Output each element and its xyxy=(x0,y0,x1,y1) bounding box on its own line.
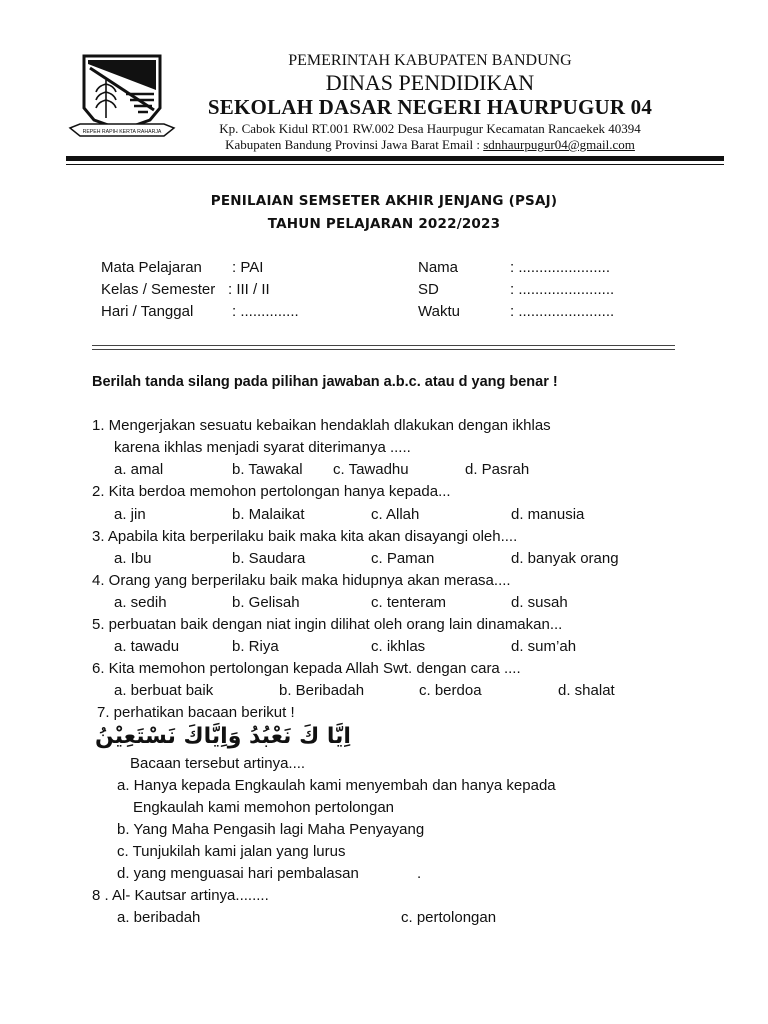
letterhead-email: sdnhaurpugur04@gmail.com xyxy=(483,137,635,152)
question-8: 8 . Al- Kautsar artinya........ xyxy=(92,887,269,904)
question-6-option-d: d. shalat xyxy=(558,682,615,699)
question-6-option-c: c. berdoa xyxy=(419,682,482,699)
letterhead-address-line1: Kp. Cabok Kidul RT.001 RW.002 Desa Haurpugur Kecamatan Rancaekek 40394 xyxy=(219,121,641,136)
question-4-option-c: c. tenteram xyxy=(371,594,447,611)
school-emblem-logo xyxy=(66,50,178,150)
question-2-option-d: d. manusia xyxy=(511,506,585,523)
question-2-option-a: a. jin xyxy=(114,506,146,523)
question-3-option-d: d. banyak orang xyxy=(511,550,619,567)
school-label: SD xyxy=(418,281,439,298)
question-6-option-a: a. berbuat baik xyxy=(114,682,214,699)
letterhead-address-line2 xyxy=(180,137,680,153)
separator-line xyxy=(92,345,675,346)
question-7: 7. perhatikan bacaan berikut ! xyxy=(97,704,295,721)
question-4-option-d: d. susah xyxy=(511,594,568,611)
question-5-option-d: d. sum’ah xyxy=(511,638,577,655)
question-1-option-a: a. amal xyxy=(114,461,164,478)
letterhead-government: PEMERINTAH KABUPATEN BANDUNG xyxy=(288,52,572,69)
question-3: 3. Apabila kita berperilaku baik maka kita akan disayangi oleh.... xyxy=(92,528,518,545)
question-4-option-a: a. sedih xyxy=(114,594,167,611)
subject-value: : PAI xyxy=(232,259,264,276)
school-value: : ....................... xyxy=(510,281,615,298)
question-6-option-b: b. Beribadah xyxy=(279,682,365,699)
instruction: Berilah tanda silang pada pilihan jawaban a.b.c. atau d yang benar ! xyxy=(92,374,558,390)
question-7-option-b: b. Yang Maha Pengasih lagi Maha Penyayang xyxy=(117,821,425,838)
question-7-option-d-trail: . xyxy=(417,865,422,882)
question-5-option-c: c. ikhlas xyxy=(371,638,426,655)
name-label: Nama xyxy=(418,259,459,276)
question-8-option-c: c. pertolongan xyxy=(401,909,497,926)
question-1-option-b: b. Tawakal xyxy=(232,461,303,478)
letterhead-school-name: SEKOLAH DASAR NEGERI HAURPUGUR 04 xyxy=(207,95,653,119)
letterhead-department: DINAS PENDIDIKAN xyxy=(325,70,535,95)
class-semester-value: : III / II xyxy=(228,281,270,298)
question-5: 5. perbuatan baik dengan niat ingin dilihat oleh orang lain dinamakan... xyxy=(92,616,563,633)
question-2: 2. Kita berdoa memohon pertolongan hanya kepada... xyxy=(92,483,451,500)
question-1: 1. Mengerjakan sesuatu kebaikan hendaklah dlakukan dengan ikhlas xyxy=(92,417,551,434)
question-2-option-c: c. Allah xyxy=(371,506,420,523)
question-3-option-c: c. Paman xyxy=(371,550,435,567)
question-5-option-b: b. Riya xyxy=(232,638,279,655)
question-4-option-b: b. Gelisah xyxy=(232,594,300,611)
logo-motto: REPEH RAPIH KERTA RAHARJA xyxy=(82,129,162,135)
time-value: : ....................... xyxy=(510,303,615,320)
time-label: Waktu xyxy=(418,303,460,320)
question-4: 4. Orang yang berperilaku baik maka hidupnya akan merasa.... xyxy=(92,572,511,589)
question-8-option-a: a. beribadah xyxy=(117,909,201,926)
day-date-label: Hari / Tanggal xyxy=(101,303,194,320)
question-3-option-a: a. Ibu xyxy=(114,550,152,567)
separator-line xyxy=(92,349,675,350)
exam-year: TAHUN PELAJARAN 2022/2023 xyxy=(267,216,501,232)
day-date-value: : .............. xyxy=(232,303,299,320)
question-1-option-d: d. Pasrah xyxy=(465,461,530,478)
question-7-option-c: c. Tunjukilah kami jalan yang lurus xyxy=(117,843,346,860)
exam-title: PENILAIAN SEMSETER AKHIR JENJANG (PSAJ) xyxy=(210,193,558,209)
question-7-option-a-line2: Engkaulah kami memohon pertolongan xyxy=(133,799,394,816)
arabic-verse: اِيَّا كَ نَعْبُدُ وَاِيَّاكَ نَسْتَعِيْنُ xyxy=(95,724,351,749)
letterhead-rule-thin xyxy=(66,164,724,165)
letterhead-rule-thick xyxy=(66,156,724,161)
question-1-option-c: c. Tawadhu xyxy=(333,461,409,478)
question-6: 6. Kita memohon pertolongan kepada Allah Swt. dengan cara .... xyxy=(92,660,521,677)
question-7-stem: Bacaan tersebut artinya.... xyxy=(130,755,306,772)
question-7-option-a: a. Hanya kepada Engkaulah kami menyembah dan hanya kepada xyxy=(117,777,556,794)
question-2-option-b: b. Malaikat xyxy=(232,506,305,523)
subject-label: Mata Pelajaran xyxy=(101,259,202,276)
letterhead-address-line2-text: Kabupaten Bandung Provinsi Jawa Barat Email : xyxy=(225,137,484,152)
question-5-option-a: a. tawadu xyxy=(114,638,180,655)
name-value: : ...................... xyxy=(510,259,611,276)
question-1-line2: karena ikhlas menjadi syarat diterimanya ..... xyxy=(114,439,411,456)
question-3-option-b: b. Saudara xyxy=(232,550,306,567)
question-7-option-d: d. yang menguasai hari pembalasan xyxy=(117,865,359,882)
class-semester-label: Kelas / Semester xyxy=(101,281,216,298)
